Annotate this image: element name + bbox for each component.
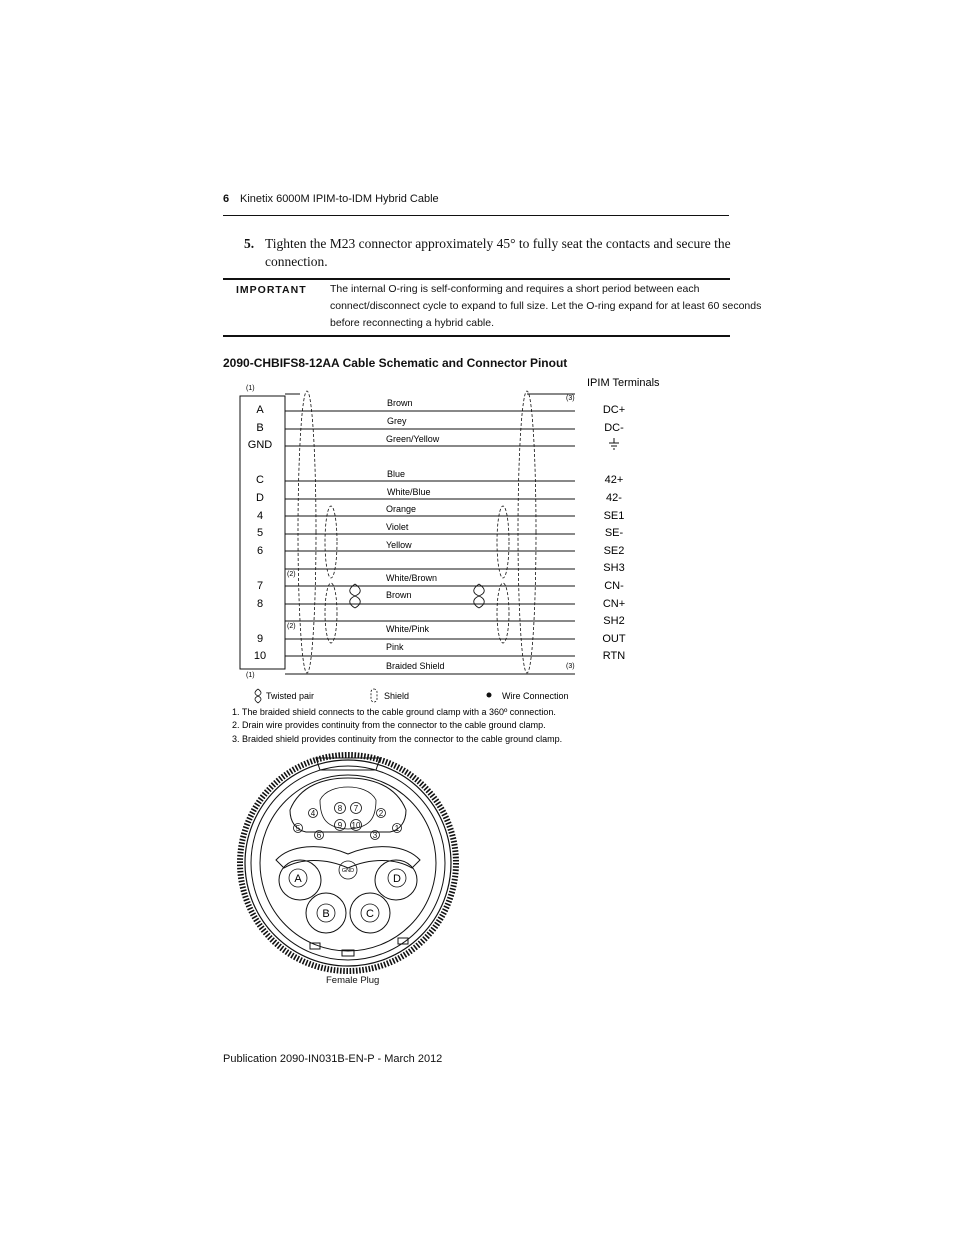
terminal-se2: SE2 <box>603 545 625 557</box>
note-3: 3. Braided shield provides continuity from the connector to the cable ground clamp. <box>232 734 563 744</box>
running-header: Kinetix 6000M IPIM-to-IDM Hybrid Cable <box>240 193 439 205</box>
page-number: 6 <box>223 193 230 205</box>
pin-3: 3 <box>372 831 378 840</box>
pin-5: 5 <box>295 824 301 833</box>
pin-9: 9 <box>337 821 343 830</box>
terminal-sh3: SH3 <box>603 562 625 574</box>
wire-label-brown: Brown <box>387 398 413 408</box>
pin-label-b: B <box>256 422 264 434</box>
section-title: 2090-CHBIFS8-12AA Cable Schematic and Connector Pinout <box>223 356 568 370</box>
pin-label-8: 8 <box>256 598 264 610</box>
connector-face-drawing <box>230 750 470 995</box>
pin-label-c: C <box>256 474 264 486</box>
important-label: IMPORTANT <box>236 284 307 296</box>
pin-d: D <box>393 873 401 885</box>
pin-label-10: 10 <box>253 650 267 662</box>
wire-label-braided-shield: Braided Shield <box>386 661 445 671</box>
terminal-cn-plus: CN+ <box>602 598 626 610</box>
wire-label-blue: Blue <box>387 469 406 479</box>
terminal-sh2: SH2 <box>603 615 625 627</box>
important-text-line2: connect/disconnect cycle to expand to full size. Let the O-ring expand for at least 60 seconds <box>330 300 762 312</box>
publication-footer: Publication 2090-IN031B-EN-P - March 2012 <box>223 1053 443 1065</box>
pin-label-6: 6 <box>256 545 264 557</box>
twisted-pair-icon <box>255 689 261 703</box>
terminal-dc-minus: DC- <box>604 422 624 434</box>
pin-label-4: 4 <box>256 510 264 522</box>
ipim-terminals-title: IPIM Terminals <box>587 377 660 389</box>
pin-label-9: 9 <box>256 633 264 645</box>
wire-label-violet: Violet <box>386 522 409 532</box>
ref-2-sh2: (2) <box>287 623 296 630</box>
terminal-42-plus: 42+ <box>604 474 624 486</box>
terminal-rtn: RTN <box>602 650 626 662</box>
pin-b: B <box>322 908 330 920</box>
wire-label-white-brown: White/Brown <box>386 573 438 583</box>
connector-caption: Female Plug <box>326 975 380 986</box>
signal-shield-left <box>325 506 337 578</box>
pin-label-7: 7 <box>256 580 264 592</box>
pin-10: 10 <box>351 821 361 830</box>
overall-shield-right <box>518 391 536 673</box>
signal-shield-right <box>497 506 509 578</box>
wire-connection-icon <box>487 693 492 698</box>
pair-shield-right <box>497 583 509 643</box>
ref-3-top: (3) <box>566 395 575 402</box>
pin-1: 1 <box>394 824 400 833</box>
legend-twisted-pair: Twisted pair <box>266 691 315 701</box>
outer-knurled-ring <box>240 755 456 971</box>
pair-shield-left <box>325 583 337 643</box>
important-text-line3: before reconnecting a hybrid cable. <box>330 317 495 329</box>
pin-6: 6 <box>316 831 322 840</box>
pin-4: 4 <box>310 809 316 818</box>
terminal-42-minus: 42- <box>606 492 622 504</box>
outer-ring <box>245 760 451 966</box>
ref-1-bottom: (1) <box>246 672 255 679</box>
pin-label-a: A <box>256 404 264 416</box>
legend-shield: Shield <box>384 691 410 701</box>
wire-label-orange: Orange <box>386 504 417 514</box>
pin-7: 7 <box>353 804 359 813</box>
ref-1-top: (1) <box>246 385 255 392</box>
wire-label-white-pink: White/Pink <box>386 624 430 634</box>
wire-label-pink: Pink <box>386 642 404 652</box>
terminal-dc-plus: DC+ <box>602 404 626 416</box>
terminal-se1: SE1 <box>603 510 625 522</box>
inner-ring <box>251 766 445 960</box>
shield-icon <box>371 689 377 702</box>
wire-label-yellow: Yellow <box>386 540 412 550</box>
overall-shield-left <box>298 391 316 673</box>
ref-2-sh3: (2) <box>287 571 296 578</box>
terminal-cn-minus: CN- <box>604 580 624 592</box>
pin-c: C <box>366 908 374 920</box>
pin-8: 8 <box>337 804 343 813</box>
gnd-pin: GND <box>341 868 355 874</box>
insert-ring <box>260 775 436 951</box>
terminal-out: OUT <box>602 633 626 645</box>
pin-2: 2 <box>378 809 384 818</box>
power-insert-band <box>276 847 420 868</box>
note-1: 1. The braided shield connects to the cable ground clamp with a 360º connection. <box>232 707 556 717</box>
step-number: 5. <box>244 236 255 251</box>
wire-label-green-yellow: Green/Yellow <box>386 434 440 444</box>
wire-label-brown-2: Brown <box>386 590 412 600</box>
pin-label-5: 5 <box>256 527 264 539</box>
step-text-line1: Tighten the M23 connector approximately 45° to fully seat the contacts and secure the <box>265 236 731 251</box>
signal-insert <box>290 778 406 832</box>
ground-symbol-icon <box>609 438 619 449</box>
pin-label-d: D <box>256 492 264 504</box>
pin-label-gnd: GND <box>247 439 273 451</box>
pin-a: A <box>294 873 302 885</box>
ref-3-bottom: (3) <box>566 663 575 670</box>
note-2: 2. Drain wire provides continuity from the connector to the cable ground clamp. <box>232 720 546 730</box>
terminal-se-minus: SE- <box>604 527 624 539</box>
legend-wire-connection: Wire Connection <box>502 691 569 701</box>
signal-insert-inner <box>320 787 376 829</box>
wire-label-white-blue: White/Blue <box>387 487 431 497</box>
wire-label-grey: Grey <box>387 416 407 426</box>
important-text-line1: The internal O-ring is self-conforming and requires a short period between each <box>330 283 700 295</box>
step-text-line2: connection. <box>265 254 328 269</box>
